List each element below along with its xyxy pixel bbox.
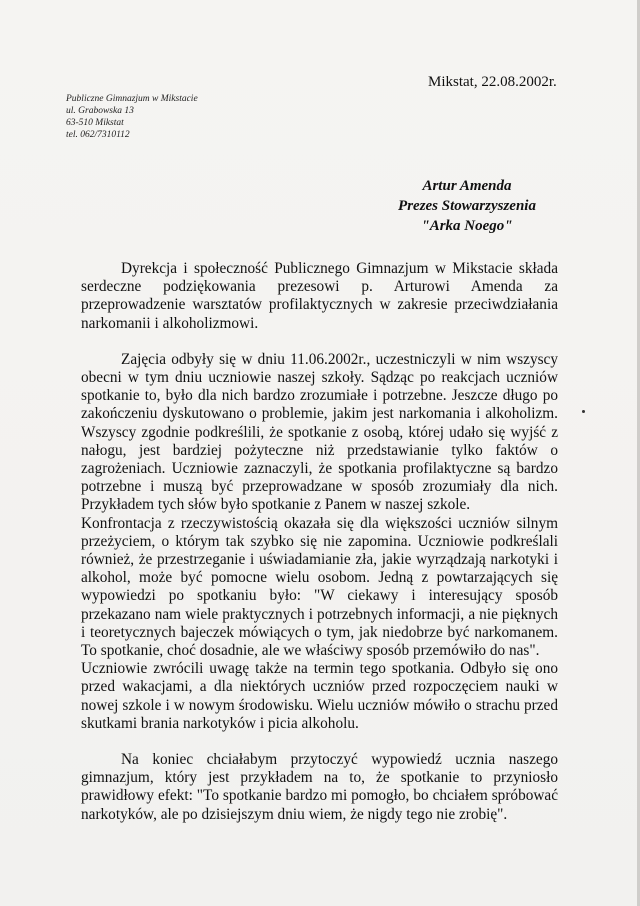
paragraph-closing-quote: Na koniec chciałabym przytoczyć wypowiedź ucznia naszego gimnazjum, który jest przykładem na to, że spotkanie to przyniosło prawidłowy efekt: "To spotkanie bardzo mi pomogło, bo chciałem spróbować narkotyków, ale po dzisiejszym dniu wiem, że nigdy tego nie zrobię". — [81, 751, 558, 823]
paragraph-thanks: Dyrekcja i społeczność Publicznego Gimnazjum w Mikstacie składa serdeczne podziękowania prezesowi p. Arturowi Amenda za przeprowadzenie warsztatów profilaktycznych w zakresie przeciwdziałania narkomanii i alkoholizmowi. — [81, 260, 558, 332]
paragraph-timing: Uczniowie zwrócili uwagę także na termin tego spotkania. Odbyło się ono przed wakacjami, a dla niektórych uczniów przed rozpoczęciem nauki w nowej szkole i w nowym środowisku. Wielu uczniów mówiło o strachu przed skutkami brania narkotyków i picia alkoholu. — [81, 660, 558, 732]
paragraph-gap — [81, 333, 558, 351]
recipient-name: Artur Amenda — [422, 178, 512, 194]
sender-phone: tel. 062/7310112 — [66, 130, 130, 140]
letter-body — [81, 260, 558, 824]
paragraph-gap — [81, 733, 558, 751]
recipient-title: Prezes Stowarzyszenia — [398, 198, 536, 214]
sender-school-name: Publiczne Gimnazjum w Mikstacie — [66, 94, 198, 104]
paragraph-meeting: Zajęcia odbyły się w dniu 11.06.2002r., uczestniczyli w nim wszyscy obecni w tym dniu uczniowie naszej szkoły. Sądząc po reakcjach uczniów spotkanie to, było dla nich bardzo zrozumiałe i potrzebne. Jeszcze długo po zakończeniu dyskutowano o problemie, jakim jest narkomania i alkoholizm. Wszyscy zgodnie podkreślili, że spotkanie z osobą, której udało się wyjść z nałogu, jest bardziej pożyteczne niż przedstawianie tylko faktów o zagrożeniach. Uczniowie zaznaczyli, że spotkania profilaktyczne są bardzo potrzebne i muszą być przeprowadzane w sposób zrozumiały dla nich. Przykładem tych słów było spotkanie z Panem w naszej szkole. — [81, 350, 558, 514]
recipient-organization: "Arka Noego" — [421, 218, 513, 234]
recipient-block — [372, 176, 562, 236]
sender-postal-city: 63-510 Mikstat — [66, 118, 124, 128]
paragraph-confrontation: Konfrontacja z rzeczywistością okazała się dla większości uczniów silnym przeżyciem, o którym tak szybko się nie zapomina. Uczniowie podkreślali również, że przestrzeganie i uświadamianie zła, jakie wyrządzają narkotyki i alkohol, może być pomocne wielu osobom. Jedną z powtarzających się wypowiedzi po spotkaniu było: "W ciekawy i interesujący sposób przekazano nam wiele praktycznych i potrzebnych informacji, a nie pięknych i teoretycznych bajeczek mówiących o tym, jak niedobrze być narkomanem. To spotkanie, choć dosadnie, ale we właściwy sposób przemówiło do nas". — [81, 514, 558, 660]
letter-date: Mikstat, 22.08.2002r. — [428, 74, 557, 90]
sender-street: ul. Grabowska 13 — [66, 106, 134, 116]
sender-address-block — [66, 93, 198, 141]
scan-speck — [582, 410, 585, 413]
